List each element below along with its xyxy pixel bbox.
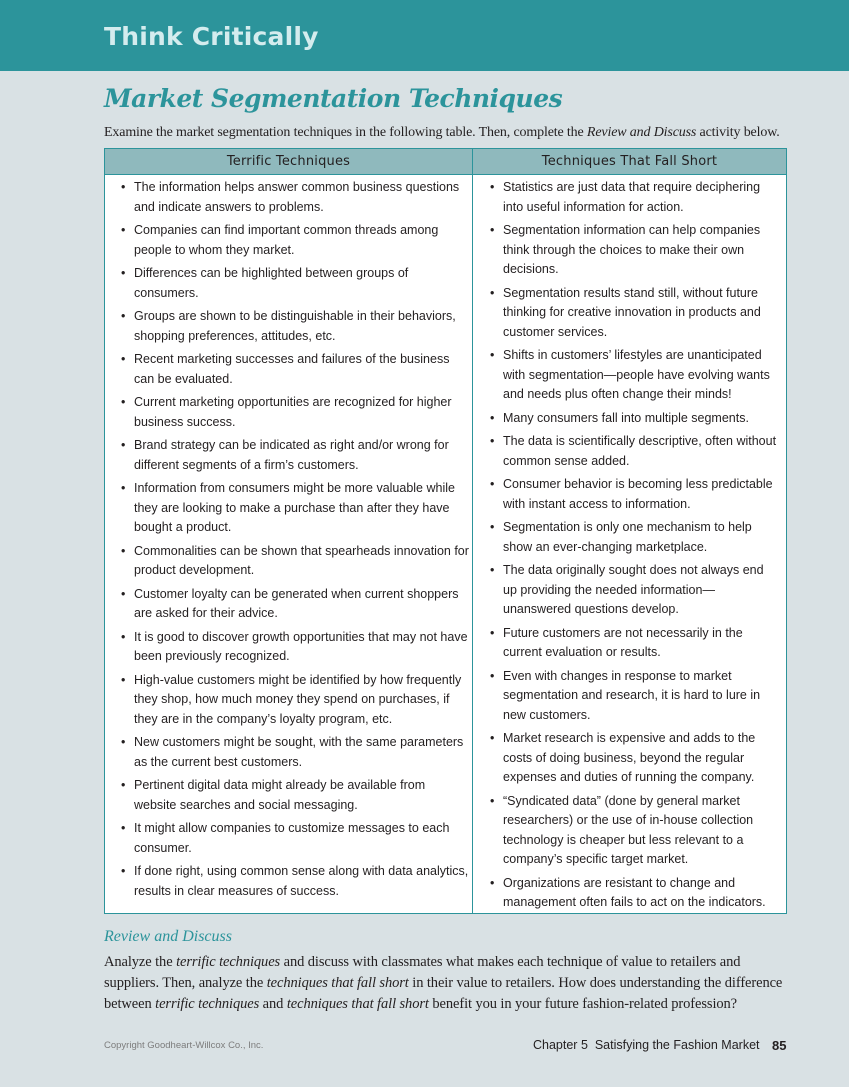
list-item: • The data originally sought does not always end up providing the needed information—unanswered questions develop. — [488, 561, 778, 620]
review-italic: techniques that fall short — [266, 975, 409, 991]
list-item: • “Syndicated data” (done by general market researchers) or the use of in-house collection technology is cheaper but less relevant to a company’s specific target market. — [488, 792, 778, 870]
list-item: • If done right, using common sense along with data analytics, results in clear measures of success. — [119, 862, 469, 901]
intro-text — [104, 125, 804, 141]
list-item: • The information helps answer common business questions and indicate answers to problems. — [119, 178, 469, 217]
list-item: • Differences can be highlighted between groups of consumers. — [119, 264, 469, 303]
list-item: • High-value customers might be identified by how frequently they shop, how much money they spend on purchases, if they are in the company’s loyalty program, etc. — [119, 671, 469, 730]
techniques-table — [104, 148, 787, 914]
list-item: • Companies can find important common threads among people to whom they market. — [119, 221, 469, 260]
review-italic: terrific techniques — [155, 996, 260, 1012]
list-item: • Commonalities can be shown that spearheads innovation for product development. — [119, 542, 469, 581]
list-item: • Even with changes in response to market segmentation and research, it is hard to lure in new customers. — [488, 667, 778, 726]
list-item: • Shifts in customers’ lifestyles are unanticipated with segmentation—people have evolving wants and needs plus often change their minds! — [488, 346, 778, 405]
header-banner — [0, 0, 849, 71]
page-number: 85 — [772, 1038, 787, 1053]
list-item: • Recent marketing successes and failures of the business can be evaluated. — [119, 350, 469, 389]
review-heading: Review and Discuss — [104, 928, 232, 945]
list-item: • Segmentation is only one mechanism to help show an ever-changing marketplace. — [488, 518, 778, 557]
header-fall-short: Techniques That Fall Short — [541, 154, 718, 169]
list-item: • Segmentation information can help companies think through the choices to make their own decisions. — [488, 221, 778, 280]
intro-suffix: activity below. — [696, 125, 780, 140]
header-terrific: Terrific Techniques — [226, 154, 351, 169]
fall-short-list — [488, 178, 778, 917]
review-part: in their value to retailers. How does understanding the difference between — [104, 975, 783, 1012]
list-item: • The data is scientifically descriptive, often without common sense added. — [488, 432, 778, 471]
list-item: • It is good to discover growth opportunities that may not have been previously recognized. — [119, 628, 469, 667]
list-item: • Information from consumers might be more valuable while they are looking to make a purchase than after they have bought a product. — [119, 479, 469, 538]
review-italic: techniques that fall short — [286, 996, 429, 1012]
list-item: • Organizations are resistant to change and management often fails to act on the indicators. — [488, 874, 778, 913]
list-item: • Customer loyalty can be generated when current shoppers are asked for their advice. — [119, 585, 469, 624]
banner-title: Think Critically — [104, 22, 319, 51]
list-item: • Groups are shown to be distinguishable in their behaviors, shopping preferences, attitudes, etc. — [119, 307, 469, 346]
list-item: • Market research is expensive and adds to the costs of doing business, beyond the regular expenses and duties of running the company. — [488, 729, 778, 788]
list-item: • Future customers are not necessarily in the current evaluation or results. — [488, 624, 778, 663]
review-italic: terrific techniques — [176, 954, 281, 970]
table-header — [105, 149, 786, 175]
review-part: benefit you in your future fashion-related profession? — [428, 996, 738, 1012]
list-item: • Many consumers fall into multiple segments. — [488, 409, 778, 429]
list-item: • Brand strategy can be indicated as right and/or wrong for different segments of a firm’s customers. — [119, 436, 469, 475]
list-item: • New customers might be sought, with the same parameters as the current best customers. — [119, 733, 469, 772]
terrific-list — [119, 178, 469, 905]
list-item: • Current marketing opportunities are recognized for higher business success. — [119, 393, 469, 432]
list-item: • It might allow companies to customize messages to each consumer. — [119, 819, 469, 858]
list-item: • Consumer behavior is becoming less predictable with instant access to information. — [488, 475, 778, 514]
column-divider — [472, 149, 473, 913]
review-part: and discuss with classmates what makes each technique of value to retailers and suppliers. Then, analyze the — [104, 954, 741, 991]
intro-prefix: Examine the market segmentation techniques in the following table. Then, complete the — [104, 125, 587, 140]
review-part: and — [259, 996, 287, 1012]
review-text — [104, 952, 788, 1015]
list-item: • Statistics are just data that require deciphering into useful information for action. — [488, 178, 778, 217]
review-part: Analyze the — [104, 954, 177, 970]
page-title: Market Segmentation Techniques — [104, 84, 563, 113]
chapter-label: Chapter 5 Satisfying the Fashion Market — [533, 1038, 760, 1052]
list-item: • Pertinent digital data might already be available from website searches and social messaging. — [119, 776, 469, 815]
intro-italic: Review and Discuss — [586, 125, 697, 140]
list-item: • Segmentation results stand still, without future thinking for creative innovation in products and customer services. — [488, 284, 778, 343]
copyright: Copyright Goodheart-Willcox Co., Inc. — [104, 1040, 264, 1051]
